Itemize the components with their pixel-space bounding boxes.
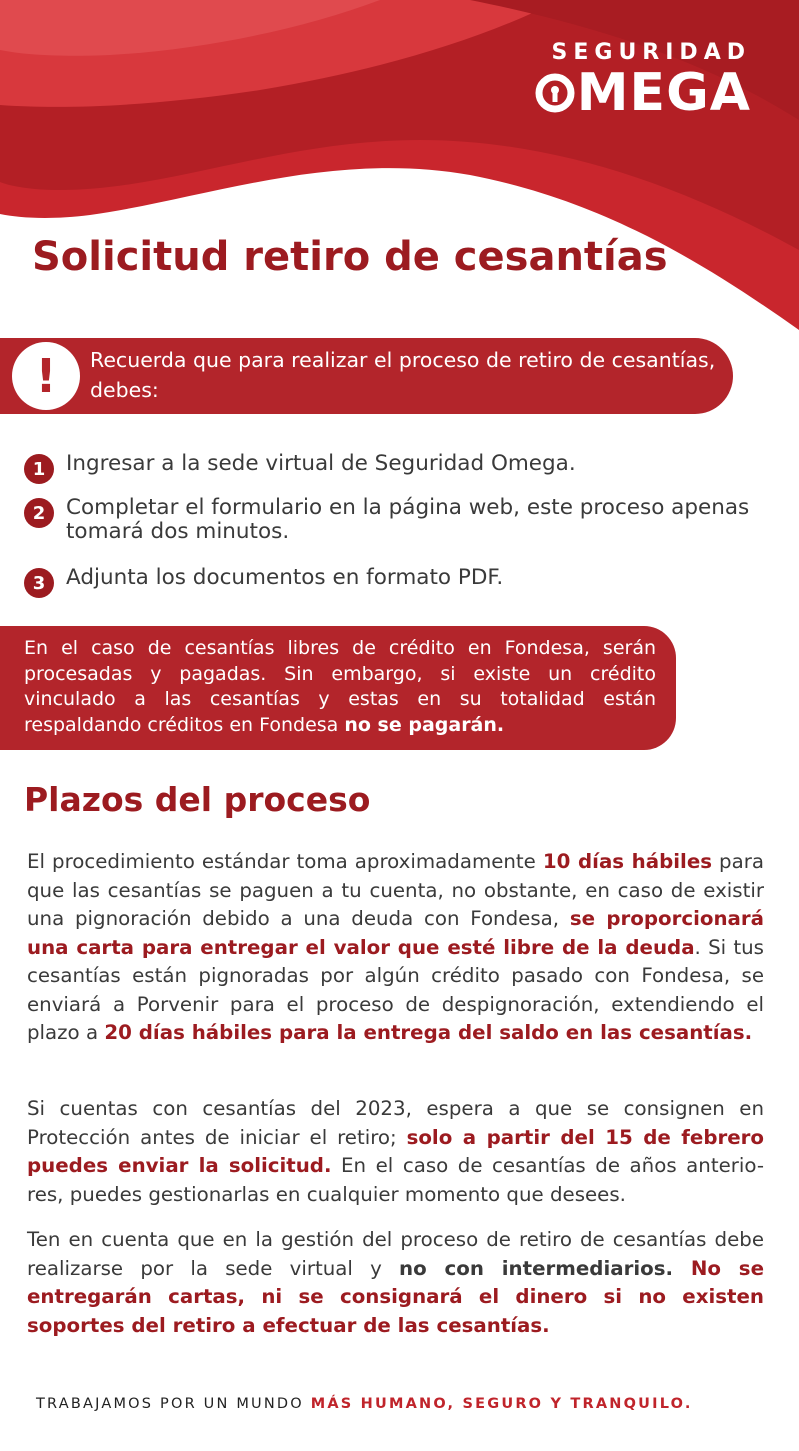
p2-highlight-b: solo a partir del 15 de febrero puedes enviar la solicitud. (27, 1125, 764, 1177)
p3-text-a: Ten en cuenta que en la gestión del proceso de retiro de cesantías debe realizarse por la sede virtual y (27, 1228, 764, 1280)
paragraph-plazos-1 (27, 848, 764, 1048)
p1-highlight-b: 10 días hábiles (542, 850, 713, 873)
step-item (24, 452, 756, 484)
p3-highlight-c: No se entregarán cartas, ni se consignará el dinero si no existen soportes del retiro a efectuar de las cesantías. (27, 1256, 764, 1337)
paragraph-plazos-2 (27, 1095, 764, 1209)
brand-logo (535, 40, 751, 123)
p1-text-a: El procedimiento estándar toma aproximadamente (27, 850, 543, 873)
warning-emphasis: no se pagarán. (344, 713, 505, 736)
step-item (24, 566, 756, 598)
p3-bold-b: no con intermediarios. (399, 1256, 673, 1280)
logo-top-text: SEGURIDAD (551, 40, 751, 65)
logo-main-text (535, 63, 751, 123)
p2-text-a: Si cuentas con cesantías del 2023, espera a que se consignen en Protección antes de iniciar el retiro; (27, 1097, 764, 1149)
step-number-badge: 2 (24, 498, 54, 528)
p1-text-c: para que las cesantías se paguen a tu cuenta, no obstante, en caso de existir una pignoración debido a una deuda con Fondesa, (27, 850, 764, 930)
warning-text (24, 636, 656, 738)
logo-o-keyhole-icon (535, 73, 575, 113)
warning-body: En el caso de cesantías libres de crédito en Fondesa, serán procesadas y pagadas. Sin embargo, si existe un crédito vinculado a las cesantías y estas en su totalidad están respaldando créditos en Fondesa (24, 637, 656, 736)
p1-highlight-f: 20 días hábiles para la entrega del saldo en las cesantías. (104, 1021, 753, 1044)
warning-banner (0, 626, 676, 750)
step-number-badge: 1 (24, 454, 54, 484)
p1-text-e: . Si tus cesantías están pignoradas por algún crédito pasado con Fondesa, se enviará a Porvenir para el proceso de despignoración, extendiendo el plazo a (27, 935, 764, 1044)
footer-highlight: MÁS HUMANO, SEGURO Y TRANQUILO. (310, 1396, 693, 1412)
p1-highlight-d: se proporcionará una carta para entregar el valor que esté libre de la deuda (27, 907, 765, 959)
footer-tagline (36, 1396, 776, 1412)
step-number-badge: 3 (24, 568, 54, 598)
notice-banner (0, 338, 733, 414)
p2-text-c: En el caso de cesantías de años anterio-res, puedes gestionarlas en cualquier momento que desees. (27, 1154, 764, 1206)
notice-text: Recuerda que para realizar el proceso de retiro de cesantías, debes: (90, 348, 716, 402)
step-item (24, 496, 756, 544)
paragraph-plazos-3 (27, 1226, 764, 1340)
step-text: Adjunta los documentos en formato PDF. (66, 565, 504, 590)
step-text: Ingresar a la sede virtual de Seguridad Omega. (66, 451, 576, 476)
exclamation-icon: ! (12, 342, 80, 410)
logo-main-word: MEGA (576, 63, 751, 123)
step-text: Completar el formulario en la página web, este proceso apenas tomará dos minutos. (66, 495, 750, 544)
footer-text: TRABAJAMOS POR UN MUNDO (36, 1396, 311, 1412)
page-title: Solicitud retiro de cesantías (32, 234, 668, 280)
section-heading-plazos: Plazos del proceso (24, 780, 371, 819)
